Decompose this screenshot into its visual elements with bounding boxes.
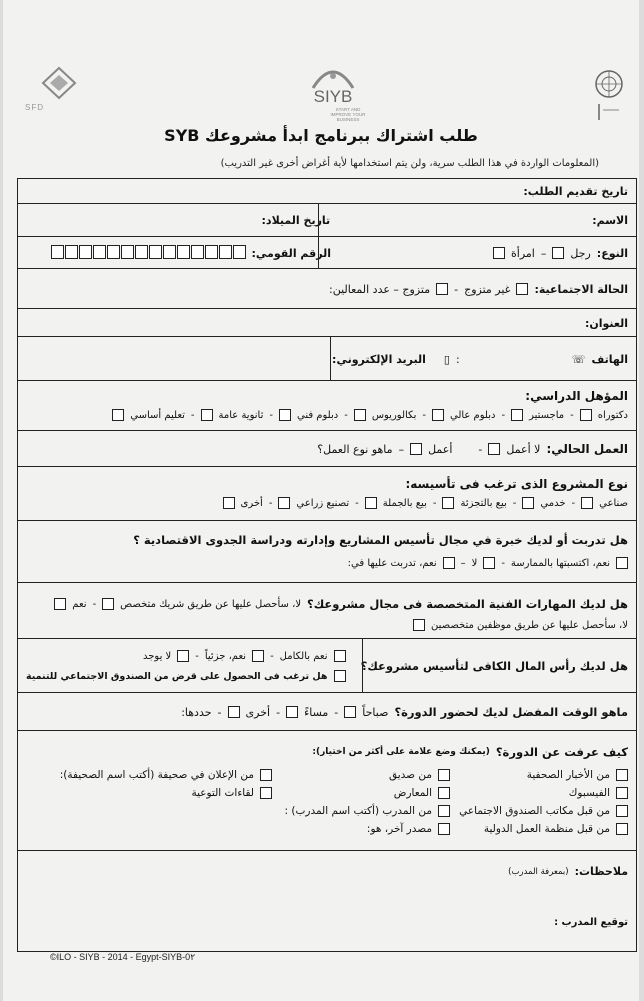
project-option-2: بيع بالتجزئة	[460, 497, 507, 509]
application-form	[17, 178, 637, 952]
source-note: (يمكنك وضع علامة على أكثر من اختيار):	[312, 747, 490, 757]
source-option-friend: من صديق	[388, 769, 432, 781]
notes-hint: (بمعرفة المدرب)	[508, 866, 569, 877]
footer-copyright: ©ILO - SIYB - 2014 - Egypt-SIYB-0٢	[50, 952, 196, 962]
training-option-2: لا	[471, 557, 478, 569]
project-option-4: تصنيع زراعي	[296, 497, 350, 509]
training-label: هل تدربت أو لديك خبرة في مجال تأسيس المشاريع وإدارته ودراسة الجدوى الاقتصادية ؟	[133, 533, 628, 547]
row-gender-id: النوع: رجل – امرأة الرقم القومي:	[18, 237, 636, 269]
application-date-label: تاريخ تقديم الطلب:	[523, 185, 628, 198]
source-checkbox-newspaper-ad[interactable]	[260, 769, 272, 781]
phone-label: الهاتف	[591, 352, 628, 366]
capital-checkbox-none[interactable]	[177, 650, 189, 662]
row-marital: الحالة الاجتماعية: غير متزوج - متزوج – عدد المعالين:	[18, 269, 636, 309]
source-checkbox-exhibitions[interactable]	[438, 787, 450, 799]
capital-checkbox-full[interactable]	[334, 650, 346, 662]
siyb-logo-name: SIYB	[313, 87, 353, 106]
source-option-ilo: من قبل منظمة العمل الدولية	[483, 823, 610, 835]
marital-single-checkbox[interactable]	[516, 283, 528, 295]
row-source	[18, 731, 636, 851]
education-checkbox-0[interactable]	[580, 409, 592, 421]
source-option-other: مصدر آخر، هو:	[366, 823, 432, 835]
source-checkbox-awareness[interactable]	[260, 787, 272, 799]
time-checkbox-morning[interactable]	[344, 706, 356, 718]
education-option-3: بكالوريوس	[371, 409, 417, 421]
row-work: العمل الحالي: لا أعمل - أعمل – ماهو نوع العمل؟	[18, 431, 636, 467]
gender-female-label: امرأة	[511, 246, 535, 260]
source-option-news: من الأخبار الصحفية	[526, 769, 610, 781]
row-address	[18, 309, 636, 337]
source-checkbox-ilo[interactable]	[616, 823, 628, 835]
education-option-2: دبلوم عالي	[449, 409, 496, 421]
phone-icon: ☏	[571, 352, 586, 366]
source-option-newspaper-ad: من الإعلان في صحيفة (أكتب اسم الصحيفة):	[59, 769, 254, 781]
education-checkbox-3[interactable]	[354, 409, 366, 421]
siyb-logo	[293, 62, 373, 122]
capital-option-loan: هل ترغب فى الحصول على قرض من الصندوق الاجتماعي للتنمية	[26, 670, 328, 682]
row-name	[18, 204, 636, 237]
education-option-5: ثانوية عامة	[218, 409, 264, 421]
source-checkbox-trainer[interactable]	[438, 805, 450, 817]
source-checkbox-sfd[interactable]	[616, 805, 628, 817]
time-label: ماهو الوقت المفضل لديك لحضور الدورة؟	[394, 705, 628, 719]
ilo-logo	[593, 68, 625, 126]
project-checkbox-1[interactable]	[522, 497, 534, 509]
project-option-3: بيع بالجملة	[382, 497, 427, 509]
row-skills: هل لديك المهارات الفنية المتخصصة فى مجال مشروعك؟ لا، سأحصل عليها عن طريق شريك متخصص - نعم لا، سأحصل عليها عن طريق موظفين متخصصين	[18, 583, 636, 639]
education-option-0: دكتوراه	[597, 409, 628, 421]
skills-option-yes: نعم	[72, 598, 87, 610]
form-subtitle: (المعلومات الواردة في هذا الطلب سرية، ولن يتم استخدامها لأية أغراض أخرى غير التدريب)	[220, 158, 599, 169]
national-id-boxes[interactable]	[50, 245, 246, 262]
source-option-trainer: من المدرب (أكتب اسم المدرب) :	[284, 805, 432, 817]
gender-male-checkbox[interactable]	[552, 247, 564, 259]
work-type-label: ماهو نوع العمل؟	[317, 442, 393, 456]
capital-label: هل لديك رأس المال الكافى لتأسيس مشروعك؟	[360, 659, 628, 673]
row-project: نوع المشروع الذى ترغب فى تأسيسه: صناعي - خدمي - بيع بالتجزئة - بيع بالجملة - تصنيع زراعي - أخرى	[18, 467, 636, 521]
trainer-signature-label: توقيع المدرب :	[554, 917, 628, 928]
source-option-exhibitions: المعارض	[393, 787, 432, 799]
skills-checkbox-no-partner[interactable]	[102, 598, 114, 610]
row-application-date	[18, 179, 636, 204]
education-checkbox-5[interactable]	[201, 409, 213, 421]
education-checkbox-4[interactable]	[279, 409, 291, 421]
source-option-facebook: الفيسبوك	[568, 787, 610, 799]
project-checkbox-5[interactable]	[223, 497, 235, 509]
source-option-awareness: لقاءات التوعية	[191, 787, 254, 799]
notes-label: ملاحظات:	[574, 865, 628, 878]
training-option-3: نعم، تدربت عليها في:	[347, 557, 437, 569]
capital-checkbox-partial[interactable]	[252, 650, 264, 662]
skills-checkbox-yes[interactable]	[54, 598, 66, 610]
education-label: المؤهل الدراسي:	[525, 389, 628, 403]
capital-option-partial: نعم، جزئياً	[204, 650, 247, 662]
education-option-1: ماجستير	[529, 409, 565, 421]
project-option-1: خدمي	[540, 497, 566, 509]
address-label: العنوان:	[584, 316, 628, 330]
name-label: الاسم:	[592, 214, 628, 227]
source-option-sfd: من قبل مكاتب الصندوق الاجتماعي	[459, 805, 610, 817]
education-option-6: تعليم أساسي	[130, 409, 185, 421]
siyb-logo-tagline: START AND IMPROVE YOUR BUSINESS	[330, 107, 366, 122]
gender-label: النوع:	[596, 246, 628, 260]
row-notes	[18, 851, 636, 951]
time-checkbox-evening[interactable]	[286, 706, 298, 718]
source-checkbox-other[interactable]	[438, 823, 450, 835]
work-label: العمل الحالي:	[546, 442, 628, 456]
marital-single-label: غير متزوج	[464, 282, 511, 296]
email-label: البريد الإلكتروني:	[332, 352, 426, 366]
source-checkbox-news[interactable]	[616, 769, 628, 781]
project-label: نوع المشروع الذى ترغب فى تأسيسه:	[405, 477, 628, 491]
training-checkbox-1[interactable]	[616, 557, 628, 569]
work-no-checkbox[interactable]	[488, 443, 500, 455]
gender-female-checkbox[interactable]	[493, 247, 505, 259]
source-label: كيف عرفت عن الدورة؟	[495, 745, 628, 759]
training-checkbox-3[interactable]	[443, 557, 455, 569]
time-checkbox-other[interactable]	[228, 706, 240, 718]
project-checkbox-3[interactable]	[365, 497, 377, 509]
skills-label: هل لديك المهارات الفنية المتخصصة فى مجال مشروعك؟	[307, 597, 628, 611]
sfd-logo-name: SFD	[25, 103, 44, 112]
marital-label: الحالة الاجتماعية:	[534, 282, 628, 296]
project-option-0: صناعي	[599, 497, 628, 509]
education-checkbox-6[interactable]	[112, 409, 124, 421]
project-checkbox-2[interactable]	[442, 497, 454, 509]
skills-option-no-partner: لا، سأحصل عليها عن طريق شريك متخصص	[120, 598, 302, 610]
gender-male-label: رجل	[570, 246, 591, 260]
work-yes-label: أعمل	[428, 442, 453, 456]
form-title: طلب اشتراك ببرنامج ابدأ مشروعك SYB	[164, 126, 478, 145]
mobile-phone-icon: ▯	[443, 352, 450, 366]
capital-checkbox-loan[interactable]	[334, 670, 346, 682]
national-id-label: الرقم القومي:	[251, 246, 331, 260]
capital-option-none: لا يوجد	[142, 650, 172, 662]
row-phone-email: الهاتف ☏ : ▯ البريد الإلكتروني:	[18, 337, 636, 381]
project-checkbox-4[interactable]	[278, 497, 290, 509]
project-checkbox-0[interactable]	[581, 497, 593, 509]
education-checkbox-2[interactable]	[432, 409, 444, 421]
work-no-label: لا أعمل	[506, 442, 541, 456]
training-checkbox-2[interactable]	[483, 557, 495, 569]
form-paper	[3, 0, 639, 1001]
capital-option-full: نعم بالكامل	[279, 650, 328, 662]
source-checkbox-friend[interactable]	[438, 769, 450, 781]
education-checkbox-1[interactable]	[511, 409, 523, 421]
marital-married-label: متزوج – عدد المعالين:	[329, 282, 431, 296]
time-option-specify: حددها:	[181, 705, 212, 719]
row-capital: هل لديك رأس المال الكافى لتأسيس مشروعك؟ نعم بالكامل - نعم، جزئياً - لا يوجد هل ترغب فى الحصول على قرض من الصندوق الاجتماعي للتنمية	[18, 639, 636, 693]
time-option-evening: مساءً	[304, 705, 329, 719]
skills-option-no-staff: لا، سأحصل عليها عن طريق موظفين متخصصين	[431, 619, 628, 631]
time-option-other: أخرى	[245, 705, 271, 719]
skills-checkbox-no-staff[interactable]	[413, 619, 425, 631]
sfd-logo	[25, 66, 95, 116]
project-option-5: أخرى	[240, 497, 263, 509]
source-checkbox-facebook[interactable]	[616, 787, 628, 799]
row-education: المؤهل الدراسي: دكتوراه - ماجستير - دبلوم عالي - بكالوريوس - دبلوم فني - ثانوية عامة - تعليم أساسي	[18, 381, 636, 431]
row-training: هل تدربت أو لديك خبرة في مجال تأسيس المشاريع وإدارته ودراسة الجدوى الاقتصادية ؟ نعم، اكتسبتها بالممارسة - لا – نعم، تدربت عليها في:	[18, 521, 636, 583]
birth-date-label: تاريخ الميلاد:	[261, 214, 331, 227]
education-option-4: دبلوم فني	[296, 409, 339, 421]
time-option-morning: صباحاً	[362, 705, 389, 719]
training-option-1: نعم، اكتسبتها بالممارسة	[510, 557, 610, 569]
row-time: ماهو الوقت المفضل لديك لحضور الدورة؟ صباحاً - مساءً - أخرى - حددها:	[18, 693, 636, 731]
work-yes-checkbox[interactable]	[410, 443, 422, 455]
marital-married-checkbox[interactable]	[436, 283, 448, 295]
